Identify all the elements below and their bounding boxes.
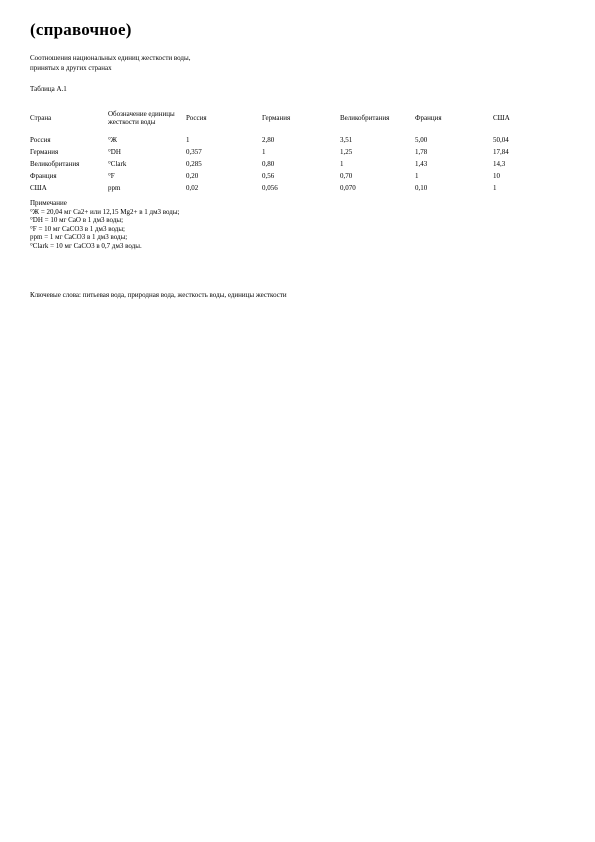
table-row xyxy=(30,146,533,158)
table-cell: °F xyxy=(108,172,115,180)
table-caption: Таблица А.1 xyxy=(30,85,67,93)
column-header: Страна xyxy=(30,114,52,122)
table-cell: °Clark xyxy=(108,160,127,168)
intro-text xyxy=(30,53,190,73)
table-cell: °Ж xyxy=(108,136,118,144)
table-cell: 1 xyxy=(262,148,266,156)
intro-line: Соотношения национальных единиц жесткости воды, xyxy=(30,54,191,62)
appendix-heading: (справочное) xyxy=(30,20,132,39)
table-row xyxy=(30,170,533,182)
table-cell: 0,285 xyxy=(186,160,202,168)
table-cell: Россия xyxy=(30,136,51,144)
hardness-ratio-table xyxy=(30,102,533,194)
table-cell: 14,3 xyxy=(493,160,506,168)
notes-title: Примечание xyxy=(30,199,67,207)
table-cell: 0,10 xyxy=(415,184,428,192)
column-header: Россия xyxy=(186,114,207,122)
table-header-row xyxy=(30,102,533,134)
table-cell: 10 xyxy=(493,172,500,180)
table-cell: США xyxy=(30,184,47,192)
table-cell: 1 xyxy=(186,136,190,144)
table-notes xyxy=(30,199,180,251)
table-cell: °DH xyxy=(108,148,121,156)
table-cell: 0,02 xyxy=(186,184,199,192)
column-header: США xyxy=(493,114,510,122)
table-cell: 3,51 xyxy=(340,136,353,144)
column-header: Франция xyxy=(415,114,442,122)
table-cell: 17,84 xyxy=(493,148,509,156)
note-line: °DH = 10 мг CaO в 1 дм3 воды; xyxy=(30,216,124,225)
table-cell: 2,80 xyxy=(262,136,275,144)
table-cell: 1 xyxy=(415,172,419,180)
table-row xyxy=(30,134,533,146)
table-row xyxy=(30,158,533,170)
table-cell: Франция xyxy=(30,172,57,180)
intro-line: принятых в других странах xyxy=(30,64,112,72)
table-cell: 1 xyxy=(493,184,497,192)
keywords-line: Ключевые слова: питьевая вода, природная вода, жесткость воды, единицы жесткости xyxy=(30,291,287,299)
table-cell: Германия xyxy=(30,148,59,156)
table-cell: ppm xyxy=(108,184,121,192)
note-line: °Clark = 10 мг CaCO3 в 0,7 дм3 воды. xyxy=(30,241,142,250)
column-header: Германия xyxy=(262,114,291,122)
table-cell: 1,25 xyxy=(340,148,353,156)
table-cell: 0,20 xyxy=(186,172,199,180)
note-line: °Ж = 20,04 мг Ca2+ или 12,15 Mg2+ в 1 дм3 воды; xyxy=(30,207,180,216)
table-cell: 50,04 xyxy=(493,136,509,144)
table-cell: 5,00 xyxy=(415,136,428,144)
table-cell: 0,80 xyxy=(262,160,275,168)
table-cell: 0,357 xyxy=(186,148,202,156)
table-cell: 0,056 xyxy=(262,184,278,192)
column-header: Обозначение единицы жесткости воды xyxy=(108,110,175,126)
table-cell: Великобритания xyxy=(30,160,80,168)
table-cell: 1,78 xyxy=(415,148,428,156)
table-cell: 1,43 xyxy=(415,160,428,168)
table-row xyxy=(30,182,533,194)
table-cell: 0,070 xyxy=(340,184,356,192)
note-line: °F = 10 мг CaCO3 в 1 дм3 воды; xyxy=(30,224,126,233)
table-cell: 0,56 xyxy=(262,172,275,180)
note-line: ppm = 1 мг CaCO3 в 1 дм3 воды; xyxy=(30,233,128,242)
table-cell: 1 xyxy=(340,160,344,168)
column-header: Великобритания xyxy=(340,114,390,122)
table-cell: 0,70 xyxy=(340,172,353,180)
